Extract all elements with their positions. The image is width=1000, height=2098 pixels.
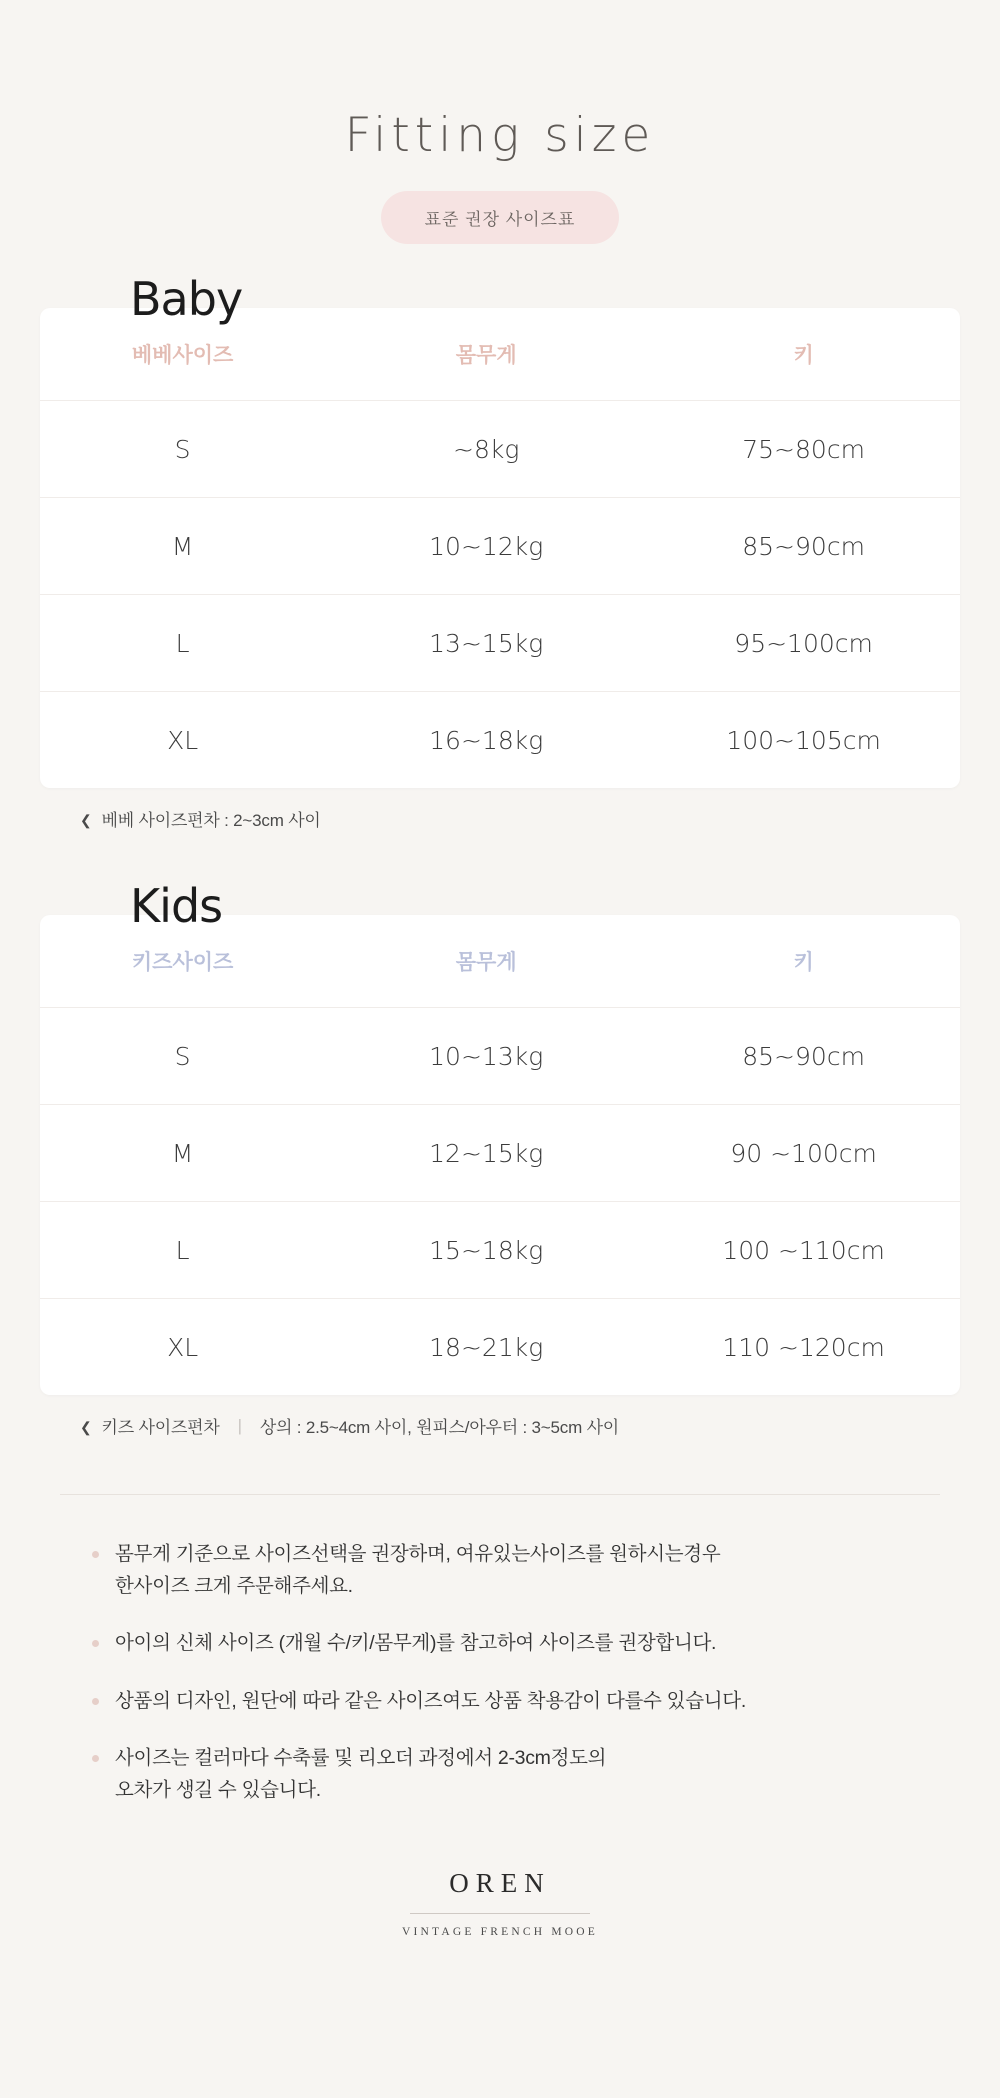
baby-row2-size: L [175, 628, 190, 658]
note-text-3 [115, 1743, 606, 1806]
list-item [92, 1539, 960, 1602]
kids-section-label: Kids [130, 879, 223, 933]
baby-row0-height: 75~80cm [742, 434, 865, 464]
table-row [40, 692, 960, 789]
table-row [40, 595, 960, 692]
kids-row0-height: 85~90cm [742, 1041, 865, 1071]
kids-col-size: 키즈사이즈 [131, 951, 234, 974]
baby-col-size: 베베사이즈 [131, 344, 234, 367]
list-item [92, 1686, 960, 1718]
kids-row0-size: S [174, 1041, 191, 1071]
bullet-dot-icon [92, 1551, 99, 1558]
kids-row3-height: 110 ~120cm [722, 1332, 885, 1362]
baby-row1-size: M [171, 531, 194, 561]
kids-row1-height: 90 ~100cm [730, 1138, 877, 1168]
page-footer [0, 1868, 1000, 1938]
baby-row3-size: XL [167, 725, 199, 755]
kids-row1-size: M [171, 1138, 194, 1168]
standard-size-badge: 표준 권장 사이즈표 [381, 191, 620, 244]
baby-row3-weight: 16~18kg [429, 725, 544, 755]
note-3-line-1: 사이즈는 컬러마다 수축률 및 리오더 과정에서 2-3cm정도의 [115, 1747, 607, 1770]
kids-size-table [40, 915, 960, 1395]
baby-size-table-card [40, 308, 960, 788]
kids-row3-size: XL [167, 1332, 199, 1362]
page-header [0, 0, 1000, 244]
bullet-dot-icon [92, 1640, 99, 1647]
kids-size-note-detail: 상의 : 2.5~4cm 사이, 원피스/아우터 : 3~5cm 사이 [259, 1418, 620, 1437]
table-row [40, 1202, 960, 1299]
kids-row2-size: L [175, 1235, 190, 1265]
section-divider [60, 1494, 940, 1495]
kids-row0-weight: 10~13kg [429, 1041, 544, 1071]
table-row [40, 1105, 960, 1202]
baby-col-weight: 몸무게 [455, 344, 517, 367]
baby-row2-height: 95~100cm [734, 628, 873, 658]
note-0-line-2: 한사이즈 크게 주문해주세요. [115, 1574, 353, 1597]
baby-size-note-text: 베베 사이즈편차 : 2~3cm 사이 [101, 811, 321, 830]
baby-col-height: 키 [793, 344, 814, 367]
kids-section [40, 879, 960, 1395]
note-3-line-2: 오차가 생길 수 있습니다. [115, 1778, 321, 1801]
baby-row2-weight: 13~15kg [429, 628, 544, 658]
baby-row1-height: 85~90cm [742, 531, 865, 561]
bullet-dot-icon [92, 1755, 99, 1762]
baby-row1-weight: 10~12kg [429, 531, 544, 561]
kids-col-weight: 몸무게 [455, 951, 517, 974]
bullet-dot-icon [92, 1698, 99, 1705]
list-item [92, 1628, 960, 1660]
badge-wrapper [0, 191, 1000, 244]
kids-row3-weight: 18~21kg [429, 1332, 544, 1362]
chevron-down-icon: ❮ [80, 811, 92, 828]
note-text-1 [115, 1628, 716, 1660]
list-item [92, 1743, 960, 1806]
kids-size-note-text: 키즈 사이즈편차 [101, 1418, 220, 1437]
note-text-0 [115, 1539, 720, 1602]
baby-size-table [40, 308, 960, 788]
kids-row2-weight: 15~18kg [429, 1235, 544, 1265]
baby-section [40, 272, 960, 788]
kids-row2-height: 100 ~110cm [722, 1235, 885, 1265]
table-row [40, 1008, 960, 1105]
note-text-2 [115, 1686, 746, 1718]
baby-row3-height: 100~105cm [726, 725, 881, 755]
notes-list [40, 1539, 960, 1806]
baby-section-label: Baby [130, 272, 243, 326]
table-row [40, 401, 960, 498]
chevron-down-icon: ❮ [80, 1418, 92, 1435]
page-title: Fitting size [344, 108, 656, 163]
kids-note-separator: | [237, 1415, 242, 1435]
kids-size-table-card [40, 915, 960, 1395]
baby-size-note [40, 806, 960, 831]
brand-tagline: VINTAGE FRENCH MOOE [402, 1926, 598, 1939]
brand-rule [410, 1913, 590, 1914]
note-1-line-1: 아이의 신체 사이즈 (개월 수/키/몸무게)를 참고하여 사이즈를 권장합니다. [115, 1632, 717, 1655]
baby-row0-weight: ~8kg [453, 434, 520, 464]
brand-name: OREN [449, 1868, 551, 1899]
kids-col-height: 키 [793, 951, 814, 974]
table-row [40, 498, 960, 595]
kids-size-note [40, 1413, 960, 1438]
note-0-line-1: 몸무게 기준으로 사이즈선택을 권장하며, 여유있는사이즈를 원하시는경우 [115, 1543, 721, 1565]
kids-row1-weight: 12~15kg [429, 1138, 544, 1168]
baby-row0-size: S [174, 434, 191, 464]
table-row [40, 1299, 960, 1396]
note-2-line-1: 상품의 디자인, 원단에 따라 같은 사이즈여도 상품 착용감이 다를수 있습니다. [115, 1689, 746, 1712]
